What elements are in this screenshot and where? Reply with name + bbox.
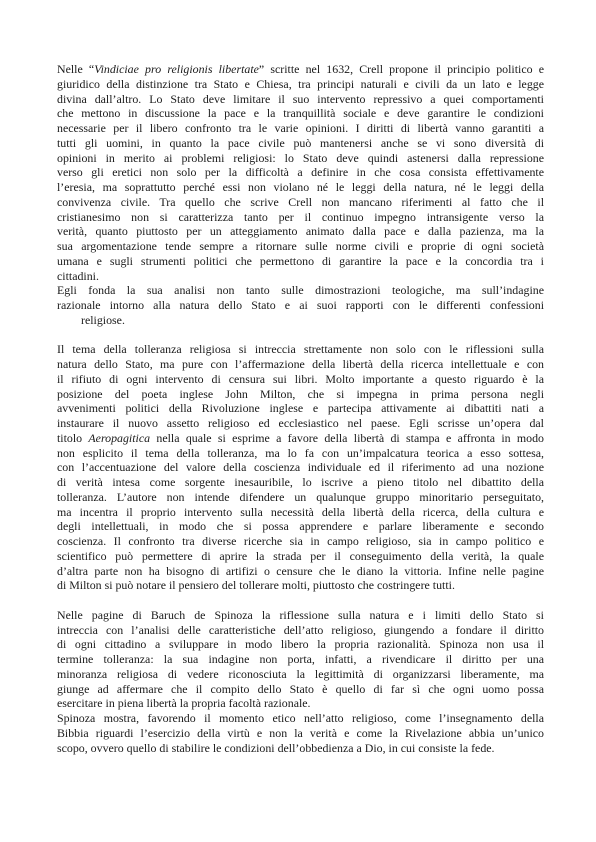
text-line (57, 652, 544, 667)
text-line (57, 195, 544, 210)
text-line (57, 608, 544, 623)
text-run: degli intellettuali, in modo che si possa apprendere e parlare liberamente e secondo (57, 519, 544, 534)
text-line (57, 372, 544, 387)
text-run: Nelle pagine di Baruch de Spinoza la riflessione sulla natura e i limiti dello Stato si (57, 607, 544, 622)
text-run: ma incentra il proprio intervento sulla necessità della libertà della ricerca, della cultura e (57, 504, 544, 519)
text-line (57, 357, 544, 372)
text-run: cittadini. (57, 268, 99, 283)
text-line (57, 534, 544, 549)
text-run: intreccia con l’analisi delle caratteristiche dell’atto religioso, giungendo a fondare il diritto (57, 622, 544, 637)
text-line (57, 475, 544, 490)
text-line (57, 726, 544, 741)
paragraph (57, 608, 544, 756)
text-run: verità, quanto piuttosto per un atteggiamento animato dalla pace e dalla pazienza, ma la (57, 224, 544, 239)
text-line (57, 416, 544, 431)
text-run: umana e sugli strumenti politici che permettono di garantire la pace e la concordia tra i (57, 253, 544, 268)
text-line (57, 254, 544, 269)
text-line (57, 136, 544, 151)
paragraph-gap (57, 593, 544, 608)
body-text (57, 62, 544, 755)
text-line (57, 151, 544, 166)
text-run: Spinoza mostra, favorendo il momento etico nell’atto religioso, come l’insegnamento della (57, 711, 544, 725)
text-line (57, 92, 544, 107)
text-run: tutti gli uomini, in quanto la pace civile può mantenersi anche se vi sono diversità di (57, 135, 544, 150)
text-run: scientifico può permettere di aprire la strada per il conseguimento della verità, la quale (57, 548, 544, 563)
text-line (57, 578, 544, 593)
text-run: Bibbia riguardi l’esercizio della virtù e non la verità e come la Rivelazione abbia un’unico (57, 725, 544, 740)
italic-title: Vindiciae pro religionis libertate (94, 62, 259, 76)
text-line (57, 623, 544, 638)
text-run: giunge ad affermare che il compito dello Stato è quello di far sì che ogni uomo possa (57, 681, 544, 696)
text-run: Egli fonda la sua analisi non tanto sulle dimostrazioni teologiche, ma sull’indagine (57, 283, 544, 298)
text-run: esercitare in piena libertà la propria facoltà razionale. (57, 696, 311, 711)
text-line (57, 313, 544, 328)
text-line (57, 387, 544, 402)
text-run: necessarie per il libero confronto tra le varie opinioni. I diritti di libertà vanno garantiti a (57, 121, 544, 135)
text-line (57, 431, 544, 446)
text-line (57, 505, 544, 520)
text-line (57, 283, 544, 298)
text-line (57, 696, 544, 711)
text-run: avvenimenti politici della Rivoluzione inglese e partecipa attivamente ai dibattiti nati a (57, 401, 544, 416)
text-line (57, 667, 544, 682)
text-run: convivenza civile. Tra quello che scrive Crell non mancano riferimenti al fatto che il (57, 194, 544, 209)
text-line (57, 711, 544, 726)
text-run: che mettono in discussione la pace e la tranquillità sociale e deve garantire le condizioni (57, 106, 544, 121)
text-run: razionale intorno alla natura dello Stato e ai suoi rapporti con le differenti confessioni (57, 298, 544, 312)
text-run: verso gli eretici non solo per la difficoltà a definire in che cosa consista effettivamente (57, 165, 544, 180)
text-run: d’altra parte non ha bisogno di artifizi o censure che le diano la vittoria. Infine nelle pagine (57, 563, 544, 578)
text-line (57, 460, 544, 475)
text-run: di ogni cittadino a sviluppare in modo libero la propria razionalità. Spinoza non usa il (57, 637, 544, 652)
text-run: con l’accentuazione del valore della coscienza individuale ed il riferimento ad una nozione (57, 460, 544, 475)
text-run: divina dall’altro. Lo Stato deve limitare il suo intervento repressivo a quei comportamenti (57, 91, 544, 106)
text-line (57, 210, 544, 225)
text-run: scopo, ovvero quello di stabilire le condizioni dell’obbedienza a Dio, in cui consiste la fede. (57, 740, 495, 755)
text-line (57, 121, 544, 136)
text-run: coscienza. Il confronto tra diverse ricerche sia in campo religioso, sia in campo politico e (57, 534, 544, 548)
text-run: Nelle “ (57, 62, 95, 76)
text-line (57, 106, 544, 121)
text-run: religiose. (81, 312, 125, 327)
text-line (57, 637, 544, 652)
text-run: natura dello Stato, ma pure con l’affermazione della libertà della ricerca intellettuale e con (57, 357, 544, 371)
text-run: cristianesimo non si caratterizza tanto per il continuo impegno intransigente verso la (57, 209, 544, 224)
text-run: il rifiuto di ogni intervento di censura sui libri. Molto importante a questo riguardo è la (57, 371, 544, 386)
text-run: nella quale si esprime a favore della libertà di stampa e affronta in modo (150, 430, 544, 445)
text-line (57, 741, 544, 756)
text-line (57, 342, 544, 357)
text-run: di verità intesa come sorgente inesauribile, lo iscrive a pieno titolo nel dibattito della (57, 475, 544, 489)
text-line (57, 549, 544, 564)
text-run: opinioni in merito ai problemi religiosi: lo Stato deve quindi astenersi dalla repressione (57, 150, 544, 165)
text-line (57, 77, 544, 92)
text-run: posizione del poeta inglese John Milton, che si impegna in prima persona negli (57, 386, 544, 401)
text-line (57, 269, 544, 284)
text-line (57, 519, 544, 534)
text-line (57, 239, 544, 254)
text-line (57, 180, 544, 195)
text-line (57, 446, 544, 461)
text-run: sua argomentazione tende sempre a ritornare sulle norme civili e proprie di ogni società (57, 239, 544, 253)
text-run: minoranza religiosa di vedere riconosciuta la legittimità di organizzarsi liberamente, ma (57, 666, 544, 681)
text-line (57, 224, 544, 239)
paragraph (57, 62, 544, 328)
text-line (57, 298, 544, 313)
italic-title: Aeropagitica (88, 430, 151, 445)
text-line (57, 490, 544, 505)
paragraph-gap (57, 328, 544, 343)
text-line (57, 165, 544, 180)
text-run: Il tema della tolleranza religiosa si intreccia strettamente non solo con le riflessioni sulla (57, 342, 544, 357)
text-run: non esplicito il tema della tolleranza, ma lo fa con un’impalcatura teorica a esso sottesa, (57, 445, 544, 460)
text-line (57, 564, 544, 579)
paragraph (57, 342, 544, 593)
text-run: tolleranza. L’autore non intende difendere un qualunque gruppo minoritario perseguitato, (57, 489, 544, 504)
text-run: termine tolleranza: la sua indagine non porta, infatti, a rivendicare il diritto per una (57, 652, 544, 666)
text-line (57, 62, 544, 77)
text-run: instaurare il nuovo assetto religioso ed ecclesiastico nel paese. Egli scrisse un’opera dal (57, 416, 544, 430)
text-run: ” scritte nel 1632, Crell propone il principio politico e (258, 62, 544, 76)
text-line (57, 401, 544, 416)
text-run: titolo (57, 430, 89, 445)
text-run: l’eresia, ma soprattutto perché essi non violano né le leggi della natura, né le leggi della (57, 180, 544, 194)
text-run: di Milton si può notare il pensiero del tollerare molti, piuttosto che costringere tutti. (57, 578, 455, 593)
text-line (57, 682, 544, 697)
text-run: giuridico della distinzione tra Stato e Chiesa, tra principi naturali e civili da un lato e legge (57, 76, 544, 91)
